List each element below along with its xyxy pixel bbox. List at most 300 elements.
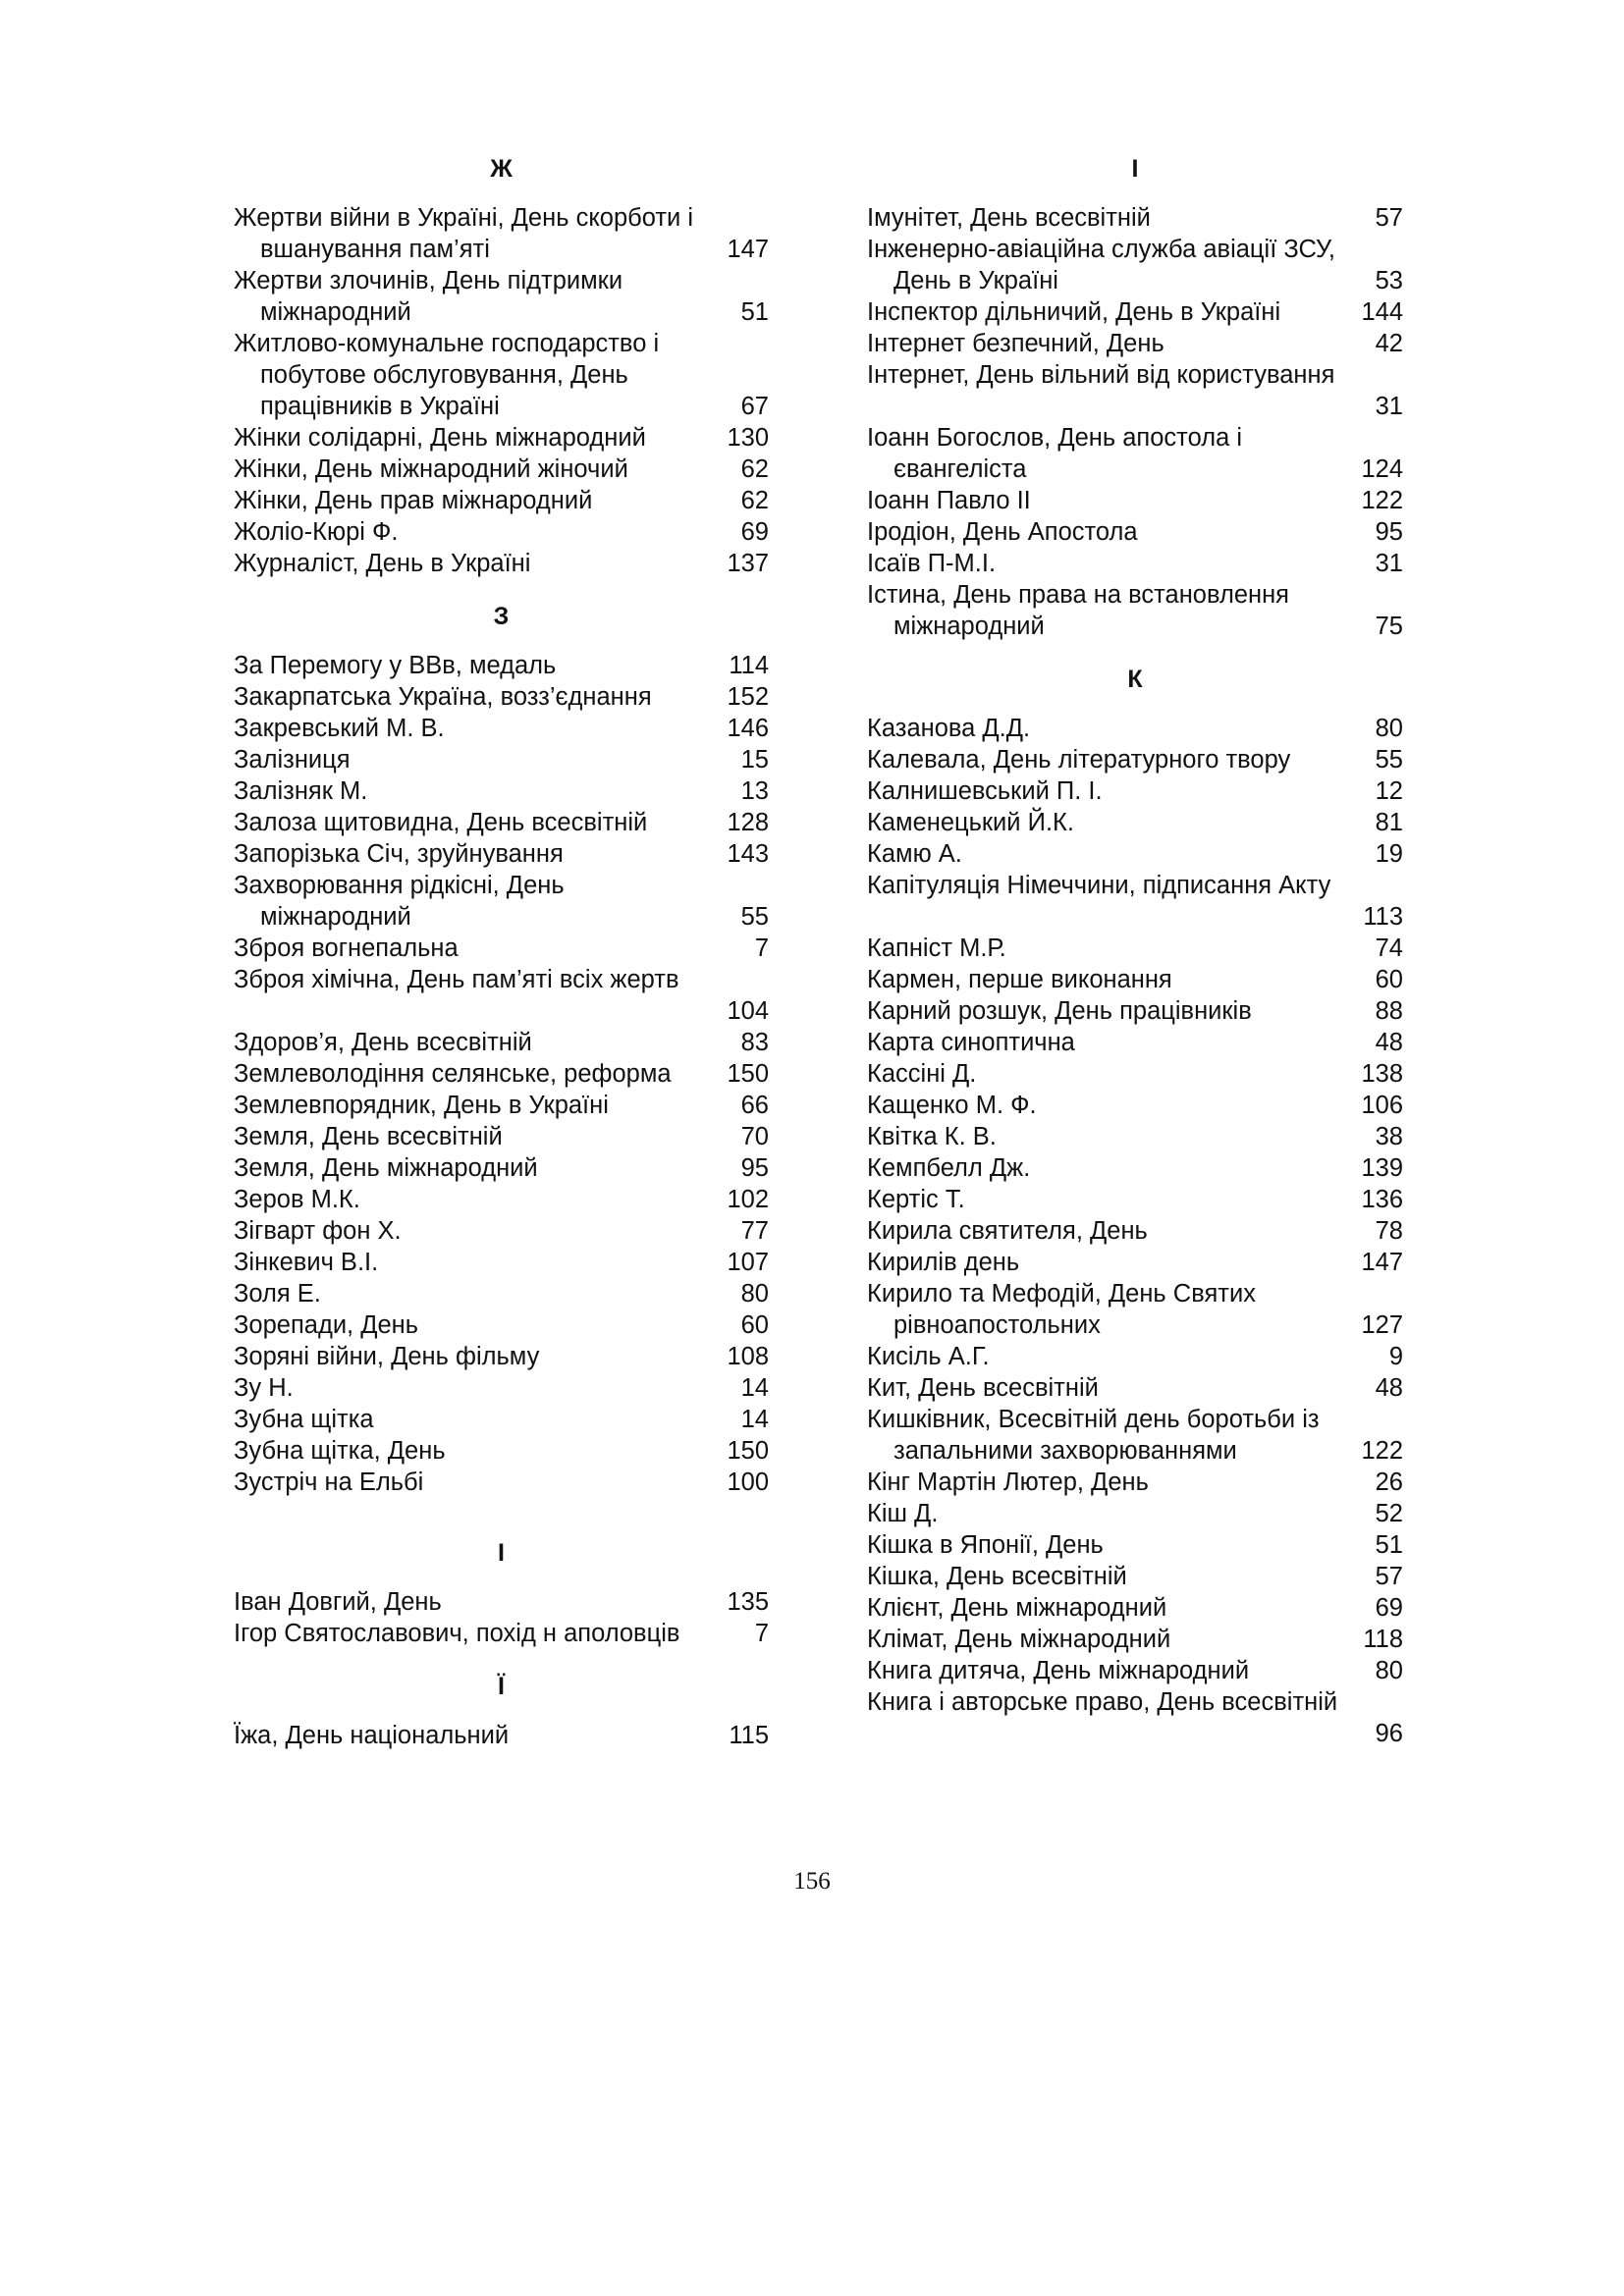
section-letter: Ї <box>498 1673 505 1700</box>
index-entry-text: рівноапостольних <box>893 1311 1101 1339</box>
index-section <box>867 664 1403 1749</box>
index-entry-page: 69 <box>740 518 769 546</box>
index-entry-line <box>234 1435 769 1467</box>
index-entry-page: 150 <box>727 1060 769 1088</box>
index-entry-text: Кирило та Мефодій, День Святих <box>867 1280 1256 1308</box>
index-entry-text: Жертви злочинів, День підтримки <box>234 267 623 294</box>
index-entry-text: Іродіон, День Апостола <box>867 518 1138 546</box>
index-entry-page: 147 <box>727 236 769 263</box>
index-entry-line <box>867 1372 1403 1404</box>
index-entry <box>867 1686 1403 1749</box>
index-entry-line <box>234 202 769 234</box>
index-entry-page: 104 <box>727 997 769 1025</box>
index-entry-text: Клієнт, День міжнародний <box>867 1594 1167 1622</box>
index-entry <box>867 1090 1403 1121</box>
index-entry-line <box>234 548 769 579</box>
index-entry-text: Закарпатська Україна, возз’єднання <box>234 683 652 711</box>
index-entry-page: 108 <box>727 1343 769 1370</box>
index-entry <box>234 1586 769 1618</box>
index-entry-line <box>234 1618 769 1649</box>
index-entry-text: Земля, День всесвітній <box>234 1123 503 1150</box>
index-entry <box>867 1498 1403 1529</box>
index-entry <box>867 807 1403 838</box>
index-entry-page: 51 <box>740 298 769 326</box>
index-entry-page: 127 <box>1361 1311 1403 1339</box>
index-entry-line <box>867 995 1403 1027</box>
index-entry <box>234 548 769 579</box>
index-entry <box>234 1058 769 1090</box>
index-entry-line <box>867 611 1403 642</box>
index-entry-page: 70 <box>740 1123 769 1150</box>
index-entry-text: Житлово-комунальне господарство і <box>234 330 660 357</box>
index-entry <box>867 744 1403 775</box>
index-entry-text: За Перемогу у ВВв, медаль <box>234 652 557 679</box>
index-entry-text: євангеліста <box>893 455 1027 483</box>
index-entry <box>234 744 769 775</box>
index-entry-page: 7 <box>754 934 769 962</box>
index-entry-page: 13 <box>740 777 769 805</box>
index-entry-line <box>234 807 769 838</box>
index-entry-line <box>867 1435 1403 1467</box>
index-entry <box>867 713 1403 744</box>
index-section <box>867 153 1403 642</box>
index-entry-text: Казанова Д.Д. <box>867 715 1031 742</box>
index-entry-line <box>867 548 1403 579</box>
index-entry-text: Кассіні Д. <box>867 1060 977 1088</box>
index-entry-line <box>867 1184 1403 1215</box>
index-entry <box>234 1435 769 1467</box>
index-entry-text: Кисіль А.Г. <box>867 1343 990 1370</box>
index-entry-page: 136 <box>1361 1186 1403 1213</box>
index-entry-text: Зу Н. <box>234 1374 294 1402</box>
index-entry-page: 138 <box>1361 1060 1403 1088</box>
index-entry-page: 95 <box>1375 518 1403 546</box>
index-entry-line <box>234 391 769 422</box>
index-entry-line <box>234 744 769 775</box>
index-entry-line <box>234 1058 769 1090</box>
index-entry <box>867 1152 1403 1184</box>
index-entry-line <box>867 1090 1403 1121</box>
index-entry-page: 42 <box>1375 330 1403 357</box>
index-entry-text: Кішка в Японії, День <box>867 1531 1104 1559</box>
index-entry-line <box>867 265 1403 296</box>
index-entry-text: Кішка, День всесвітній <box>867 1563 1127 1590</box>
index-entry-text: Жоліо-Кюрі Ф. <box>234 518 399 546</box>
index-entry <box>867 1467 1403 1498</box>
index-entry-line <box>867 391 1403 422</box>
index-entry-page: 113 <box>1363 903 1403 931</box>
index-entry <box>234 1090 769 1121</box>
index-entry-page: 26 <box>1375 1468 1403 1496</box>
index-entry-line <box>234 995 769 1027</box>
index-entry <box>234 328 769 422</box>
index-entry-page: 81 <box>1375 809 1403 836</box>
index-entry-text: Зігварт фон Х. <box>234 1217 402 1245</box>
index-entry <box>867 1278 1403 1341</box>
index-entry <box>867 1058 1403 1090</box>
index-entry-page: 57 <box>1375 1563 1403 1590</box>
index-entry-text: Залізниця <box>234 746 351 774</box>
index-entry-text: Кармен, перше виконання <box>867 966 1172 993</box>
index-entry-text: Жертви війни в Україні, День скорботи і <box>234 204 694 232</box>
index-entry-line <box>234 1278 769 1309</box>
index-entry-line <box>867 1467 1403 1498</box>
index-entry-text: Захворювання рідкісні, День <box>234 872 565 899</box>
index-entry-line <box>234 1309 769 1341</box>
index-entry-page: 67 <box>740 393 769 420</box>
index-entry-line <box>867 870 1403 901</box>
index-entry-line <box>234 234 769 265</box>
index-entry-text: Інтернет безпечний, День <box>867 330 1164 357</box>
index-entry-page: 75 <box>1375 613 1403 640</box>
index-entry-text: Жінки, День міжнародний жіночий <box>234 455 628 483</box>
index-entry-text: Кит, День всесвітній <box>867 1374 1099 1402</box>
index-entry-page: 80 <box>740 1280 769 1308</box>
index-entry <box>867 1404 1403 1467</box>
index-entry-page: 118 <box>1363 1626 1403 1653</box>
index-entry <box>234 1309 769 1341</box>
index-entry-line <box>867 454 1403 485</box>
index-entry-line <box>867 1152 1403 1184</box>
index-entry-text: вшанування пам’яті <box>260 236 490 263</box>
index-entry <box>234 681 769 713</box>
index-entry-page: 77 <box>740 1217 769 1245</box>
index-entry <box>234 454 769 485</box>
index-entry-line <box>234 296 769 328</box>
index-entry-page: 114 <box>729 652 769 679</box>
index-entry-line <box>867 579 1403 611</box>
index-entry-line <box>234 1090 769 1121</box>
index-entry-page: 9 <box>1388 1343 1403 1370</box>
index-entry-line <box>234 933 769 964</box>
index-entry-page: 66 <box>740 1092 769 1119</box>
index-entry-page: 152 <box>727 683 769 711</box>
index-entry <box>234 807 769 838</box>
index-entry-line <box>867 1215 1403 1247</box>
index-entry-line <box>867 202 1403 234</box>
index-entry-line <box>867 1404 1403 1435</box>
index-entry <box>234 838 769 870</box>
index-entry-text: Ісаїв П-М.І. <box>867 550 997 577</box>
index-entry <box>867 234 1403 296</box>
index-entry <box>867 1655 1403 1686</box>
section-letter: І <box>1131 155 1139 183</box>
index-entry <box>867 870 1403 933</box>
index-entry-line <box>234 454 769 485</box>
index-entry <box>867 1184 1403 1215</box>
index-entry-line <box>867 422 1403 454</box>
index-entry <box>234 1027 769 1058</box>
index-entry-line <box>867 485 1403 516</box>
index-column-right <box>867 153 1403 1749</box>
index-entry-text: Кінг Мартін Лютер, День <box>867 1468 1149 1496</box>
index-entry-line <box>234 1372 769 1404</box>
index-entry-page: 122 <box>1361 487 1403 514</box>
index-entry-page: 128 <box>727 809 769 836</box>
index-entry-text: Імунітет, День всесвітній <box>867 204 1151 232</box>
index-entry-line <box>867 713 1403 744</box>
index-entry-text: Запорізька Січ, зруйнування <box>234 840 564 868</box>
index-entry-line <box>234 1341 769 1372</box>
index-entry-text: Зорепади, День <box>234 1311 419 1339</box>
index-entry-text: Зустріч на Ельбі <box>234 1468 424 1496</box>
index-entry-page: 102 <box>727 1186 769 1213</box>
index-entry-page: 55 <box>740 903 769 931</box>
index-entry <box>867 1529 1403 1561</box>
index-entry-text: Каменецький Й.К. <box>867 809 1074 836</box>
index-entry-page: 144 <box>1361 298 1403 326</box>
index-entry-text: Книга і авторське право, День всесвітній <box>867 1688 1338 1716</box>
index-entry-text: Кемпбелл Дж. <box>867 1154 1031 1182</box>
index-entry <box>234 1278 769 1309</box>
index-entry-text: Ігор Святославович, похід н аполовців <box>234 1620 680 1647</box>
index-entry-line <box>867 901 1403 933</box>
index-entry <box>234 1215 769 1247</box>
index-entry-page: 78 <box>1375 1217 1403 1245</box>
index-entry-text: Кертіс Т. <box>867 1186 965 1213</box>
index-entry <box>867 1341 1403 1372</box>
index-entry-page: 12 <box>1375 777 1403 805</box>
index-entry-page: 107 <box>727 1249 769 1276</box>
index-entry-line <box>867 234 1403 265</box>
index-entry-line <box>234 1467 769 1498</box>
index-entry-text: Земля, День міжнародний <box>234 1154 538 1182</box>
index-entry-page: 106 <box>1361 1092 1403 1119</box>
index-entry-line <box>867 1027 1403 1058</box>
index-section <box>234 1537 769 1649</box>
index-entry <box>234 1247 769 1278</box>
index-entry-text: Інтернет, День вільний від користування <box>867 361 1335 389</box>
index-entry-page: 80 <box>1375 715 1403 742</box>
index-entry <box>234 1184 769 1215</box>
index-entry-page: 52 <box>1375 1500 1403 1527</box>
index-entry-line <box>867 933 1403 964</box>
index-entry-line <box>867 1624 1403 1655</box>
index-entry-line <box>867 1278 1403 1309</box>
index-entry-page: 80 <box>1375 1657 1403 1684</box>
index-entry-text: Землеволодіння селянське, реформа <box>234 1060 672 1088</box>
index-entry <box>867 1247 1403 1278</box>
index-entry-text: Кіш Д. <box>867 1500 939 1527</box>
index-entry-text: Кирила святителя, День <box>867 1217 1148 1245</box>
index-entry-page: 31 <box>1375 550 1403 577</box>
index-entry-page: 62 <box>740 487 769 514</box>
index-entry-text: Зінкевич В.І. <box>234 1249 379 1276</box>
index-entry-line <box>234 1720 769 1751</box>
index-entry-page: 150 <box>727 1437 769 1465</box>
index-entry-line <box>234 485 769 516</box>
index-entry <box>867 296 1403 328</box>
index-entry <box>234 775 769 807</box>
index-entry-line <box>234 1184 769 1215</box>
index-entry <box>234 650 769 681</box>
index-entry <box>234 1467 769 1498</box>
index-entry <box>234 870 769 933</box>
index-column-left <box>234 153 769 1751</box>
index-entry-text: Кирилів день <box>867 1249 1020 1276</box>
index-entry-text: Залоза щитовидна, День всесвітній <box>234 809 648 836</box>
index-entry <box>234 485 769 516</box>
index-entry-line <box>234 516 769 548</box>
index-entry <box>234 1372 769 1404</box>
index-entry <box>867 1215 1403 1247</box>
index-entry-text: Зеров М.К. <box>234 1186 360 1213</box>
index-entry-page: 115 <box>729 1722 769 1749</box>
index-entry-text: Інженерно-авіаційна служба авіації ЗСУ, <box>867 236 1335 263</box>
index-entry-text: Інспектор дільничий, День в Україні <box>867 298 1281 326</box>
index-entry-text: Калевала, День літературного твору <box>867 746 1291 774</box>
index-entry-text: Зубна щітка, День <box>234 1437 446 1465</box>
index-entry <box>234 516 769 548</box>
index-entry-line <box>867 744 1403 775</box>
index-entry-text: побутове обслуговування, День <box>260 361 628 389</box>
index-entry-page: 146 <box>727 715 769 742</box>
index-entry-text: працівників в Україні <box>260 393 500 420</box>
index-section <box>234 153 769 579</box>
index-entry-page: 147 <box>1361 1249 1403 1276</box>
index-entry-text: Карта синоптична <box>867 1029 1075 1056</box>
index-entry-page: 139 <box>1361 1154 1403 1182</box>
index-entry-text: Жінки, День прав міжнародний <box>234 487 593 514</box>
index-entry-line <box>234 681 769 713</box>
index-entry-line <box>867 807 1403 838</box>
index-entry <box>234 713 769 744</box>
index-entry-text: Зброя хімічна, День пам’яті всіх жертв <box>234 966 679 993</box>
index-entry <box>234 1720 769 1751</box>
index-entry <box>867 359 1403 422</box>
index-entry-page: 62 <box>740 455 769 483</box>
index-entry-line <box>234 1586 769 1618</box>
index-entry-line <box>867 1247 1403 1278</box>
index-entry-line <box>867 1718 1403 1749</box>
index-entry <box>234 1341 769 1372</box>
index-entry-text: запальними захворюваннями <box>893 1437 1237 1465</box>
section-letter: З <box>493 603 510 630</box>
index-entry-page: 69 <box>1375 1594 1403 1622</box>
index-entry <box>867 202 1403 234</box>
index-entry-page: 100 <box>727 1468 769 1496</box>
index-entry <box>867 485 1403 516</box>
index-entry-text: Жінки солідарні, День міжнародний <box>234 424 646 452</box>
index-entry-text: Здоров’я, День всесвітній <box>234 1029 532 1056</box>
index-entry-page: 14 <box>740 1406 769 1433</box>
index-entry <box>867 516 1403 548</box>
index-entry-text: День в Україні <box>893 267 1058 294</box>
index-entry-text: Їжа, День національний <box>234 1722 510 1749</box>
index-entry-text: Іван Довгий, День <box>234 1588 442 1616</box>
index-entry <box>867 995 1403 1027</box>
index-entry-line <box>867 1498 1403 1529</box>
index-entry-line <box>867 1592 1403 1624</box>
index-entry-text: Карний розшук, День працівників <box>867 997 1252 1025</box>
index-entry-line <box>234 838 769 870</box>
index-entry-text: Залізняк М. <box>234 777 368 805</box>
index-entry-line <box>867 1058 1403 1090</box>
index-entry-line <box>234 1152 769 1184</box>
index-entry <box>867 328 1403 359</box>
index-entry-page: 15 <box>740 746 769 774</box>
index-entry-text: Кишківник, Всесвітній день боротьби із <box>867 1406 1320 1433</box>
index-entry <box>867 1372 1403 1404</box>
index-entry <box>234 933 769 964</box>
index-entry-line <box>234 1404 769 1435</box>
index-entry-text: міжнародний <box>893 613 1045 640</box>
index-entry-line <box>234 1247 769 1278</box>
index-entry <box>234 1618 769 1649</box>
index-entry-line <box>867 838 1403 870</box>
index-entry-line <box>234 1215 769 1247</box>
index-entry-page: 143 <box>727 840 769 868</box>
index-entry-line <box>234 650 769 681</box>
index-entry-text: Іоанн Павло ІІ <box>867 487 1031 514</box>
index-entry-text: Журналіст, День в Україні <box>234 550 531 577</box>
index-entry-text: Капніст М.Р. <box>867 934 1006 962</box>
index-section <box>234 1671 769 1751</box>
index-entry-page: 19 <box>1375 840 1403 868</box>
index-entry-page: 135 <box>727 1588 769 1616</box>
index-entry-line <box>867 775 1403 807</box>
index-entry-page: 60 <box>1375 966 1403 993</box>
index-entry-page: 38 <box>1375 1123 1403 1150</box>
index-entry <box>867 1561 1403 1592</box>
index-entry-text: міжнародний <box>260 298 411 326</box>
index-entry <box>234 265 769 328</box>
index-entry-line <box>234 775 769 807</box>
index-entry <box>234 202 769 265</box>
index-entry-text: Книга дитяча, День міжнародний <box>867 1657 1250 1684</box>
index-entry-text: Капітуляція Німеччини, підписання Акту <box>867 872 1331 899</box>
index-entry <box>867 1027 1403 1058</box>
index-entry-line <box>867 1309 1403 1341</box>
index-entry-text: Зброя вогнепальна <box>234 934 459 962</box>
index-entry-page: 122 <box>1361 1437 1403 1465</box>
index-entry-page: 57 <box>1375 204 1403 232</box>
index-entry <box>867 1121 1403 1152</box>
index-entry <box>867 1592 1403 1624</box>
index-entry-line <box>234 1027 769 1058</box>
index-section <box>234 601 769 1498</box>
index-entry <box>867 548 1403 579</box>
index-entry-line <box>867 328 1403 359</box>
index-entry-page: 48 <box>1375 1029 1403 1056</box>
index-entry-text: Квітка К. В. <box>867 1123 997 1150</box>
index-entry-text: міжнародний <box>260 903 411 931</box>
index-entry <box>867 838 1403 870</box>
index-entry-page: 130 <box>727 424 769 452</box>
index-entry-text: Зубна щітка <box>234 1406 374 1433</box>
index-entry-line <box>234 328 769 359</box>
index-entry-page: 14 <box>740 1374 769 1402</box>
index-entry-text: Золя Е. <box>234 1280 321 1308</box>
index-entry-line <box>867 1529 1403 1561</box>
index-entry <box>867 933 1403 964</box>
index-entry-text: Клімат, День міжнародний <box>867 1626 1171 1653</box>
index-entry-line <box>234 422 769 454</box>
index-entry-page: 95 <box>740 1154 769 1182</box>
index-entry-page: 31 <box>1375 393 1403 420</box>
index-entry-line <box>867 1655 1403 1686</box>
index-entry-text: Закревський М. В. <box>234 715 445 742</box>
index-entry-page: 55 <box>1375 746 1403 774</box>
index-entry <box>867 422 1403 485</box>
index-entry <box>234 1404 769 1435</box>
index-entry-line <box>234 1121 769 1152</box>
index-entry-line <box>234 359 769 391</box>
index-entry-line <box>867 1561 1403 1592</box>
index-entry-line <box>234 265 769 296</box>
index-entry-line <box>234 901 769 933</box>
index-entry-line <box>867 359 1403 391</box>
